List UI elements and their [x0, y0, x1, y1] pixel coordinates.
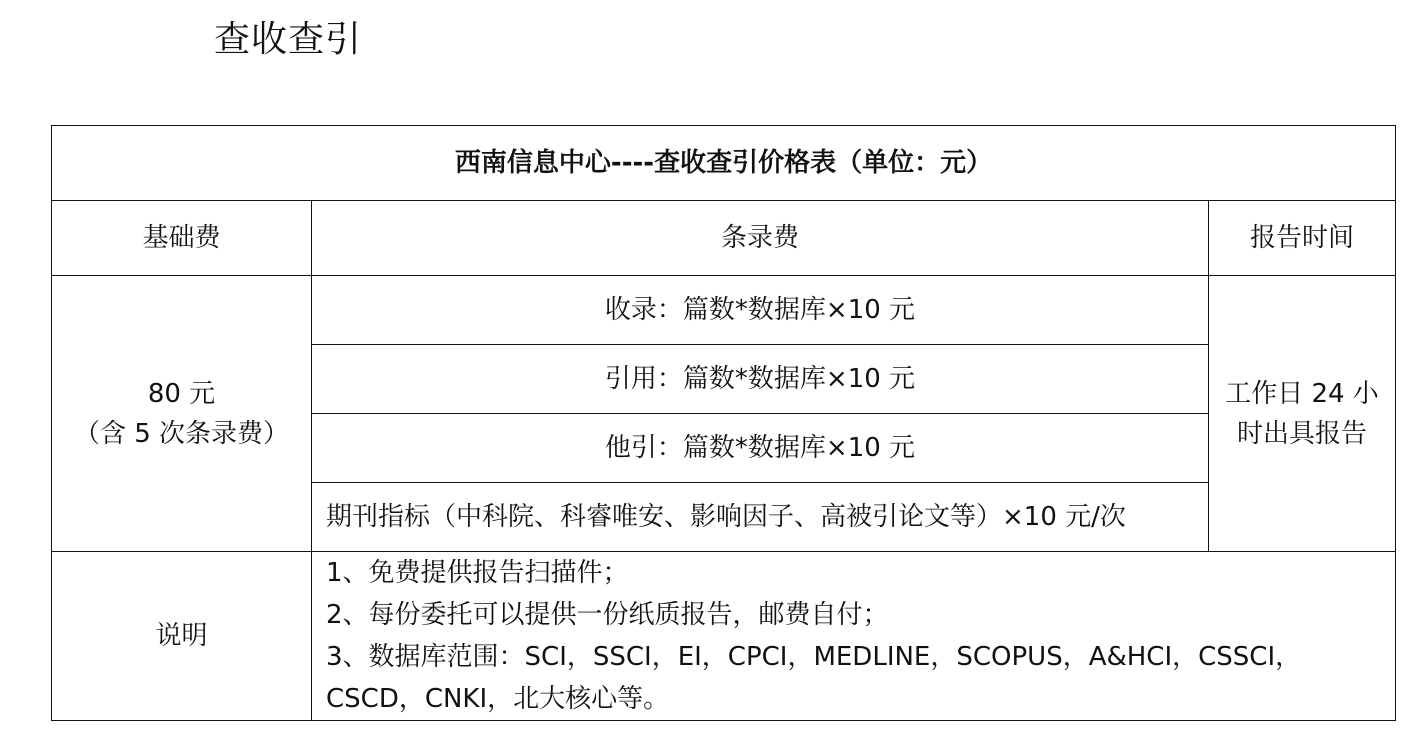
entry-fee-inclusion: 收录：篇数*数据库×10 元	[312, 276, 1209, 345]
note-item: 1、免费提供报告扫描件；	[326, 558, 629, 588]
entry-fee-citation: 引用：篇数*数据库×10 元	[312, 345, 1209, 414]
table-title: 西南信息中心----查收查引价格表（单位：元）	[52, 126, 1396, 201]
report-time-text: 工作日 24 小时出具报告	[1225, 378, 1379, 449]
notes-row	[52, 552, 1396, 721]
notes-label: 说明	[52, 552, 312, 721]
price-table	[51, 125, 1396, 721]
table-header-row	[52, 201, 1396, 276]
entry-fee-journal-metrics: 期刊指标（中科院、科睿唯安、影响因子、高被引论文等）×10 元/次	[312, 483, 1209, 552]
header-entry-fee: 条录费	[312, 201, 1209, 276]
base-fee-note: （含 5 次条录费）	[73, 418, 290, 449]
table-title-row	[52, 126, 1396, 201]
notes-cell	[312, 552, 1396, 721]
note-item: 2、每份委托可以提供一份纸质报告，邮费自付；	[326, 600, 889, 630]
entry-fee-other-citation: 他引：篇数*数据库×10 元	[312, 414, 1209, 483]
header-report-time: 报告时间	[1209, 201, 1396, 276]
table-row	[52, 276, 1396, 345]
page-title: 查收查引	[214, 19, 363, 60]
base-fee-amount: 80 元	[147, 378, 216, 409]
report-time-cell	[1209, 276, 1396, 552]
note-item: 3、数据库范围：SCI，SSCI，EI，CPCI，MEDLINE，SCOPUS，A&HCI，CSSCI，CSCD，CNKI，北大核心等。	[326, 642, 1302, 714]
base-fee-cell	[52, 276, 312, 552]
header-base-fee: 基础费	[52, 201, 312, 276]
